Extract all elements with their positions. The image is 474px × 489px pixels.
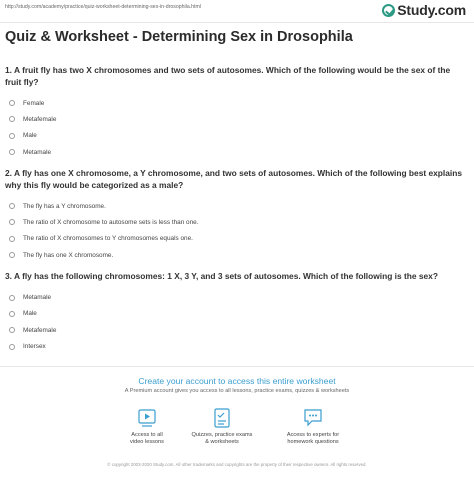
radio-button[interactable]: [9, 295, 15, 301]
feature-label: Access to all video lessons: [130, 432, 164, 445]
answer-label: The fly has one X chromosome.: [23, 251, 114, 259]
expert-icon: [302, 407, 324, 429]
cta-divider: [0, 366, 474, 367]
answer-option[interactable]: [5, 144, 467, 160]
answer-label: Metamale: [23, 148, 52, 156]
answer-option[interactable]: [5, 322, 467, 338]
answer-label: Metamale: [23, 294, 52, 302]
question-1: [5, 65, 467, 160]
study-logo-icon: [382, 4, 395, 17]
question-3: [5, 271, 467, 355]
answer-option[interactable]: [5, 290, 467, 306]
answer-option[interactable]: [5, 214, 467, 230]
answer-label: Male: [23, 132, 37, 140]
page-url: http://study.com/academy/practice/quiz-worksheet-determining-sex-in-drosophila.html: [5, 4, 201, 10]
answer-option[interactable]: [5, 128, 467, 144]
feature-label: Quizzes, practice exams & worksheets: [191, 432, 253, 445]
feature-quizzes: [172, 407, 272, 446]
answer-label: Metafemale: [23, 326, 57, 334]
study-logo-text: Study.com: [397, 2, 466, 18]
study-logo[interactable]: [382, 2, 466, 18]
answer-label: Intersex: [23, 343, 46, 351]
question-text: 2. A fly has one X chromosome, a Y chromosome, and two sets of autosomes. Which of the following best explains why this fly would be categorized as a male?: [5, 168, 462, 190]
answer-options: [5, 290, 467, 355]
radio-button[interactable]: [9, 203, 15, 209]
answer-option[interactable]: [5, 338, 467, 354]
answer-option[interactable]: [5, 247, 467, 263]
question-2: [5, 168, 467, 263]
radio-button[interactable]: [9, 236, 15, 242]
quiz-icon: [211, 407, 233, 429]
radio-button[interactable]: [9, 252, 15, 258]
answer-label: The fly has a Y chromosome.: [23, 202, 106, 210]
answer-label: Metafemale: [23, 115, 57, 123]
cta-title-link[interactable]: Create your account to access this entire worksheet: [138, 376, 336, 386]
answer-label: Female: [23, 99, 45, 107]
radio-button[interactable]: [9, 219, 15, 225]
answer-options: [5, 198, 467, 263]
answer-option[interactable]: [5, 231, 467, 247]
answer-label: Male: [23, 310, 37, 318]
feature-label: Access to experts for homework questions: [286, 432, 340, 445]
feature-experts: [263, 407, 363, 446]
page-title: Quiz & Worksheet - Determining Sex in Drosophila: [5, 29, 353, 45]
radio-button[interactable]: [9, 133, 15, 139]
radio-button[interactable]: [9, 311, 15, 317]
copyright-footer: © copyright 2003-2020 Study.com. All other trademarks and copyrights are the property of their respective owners. All rights reserved.: [107, 462, 367, 467]
cta-subtitle: A Premium account gives you access to all lessons, practice exams, quizzes & worksheets: [124, 388, 350, 394]
answer-options: [5, 95, 467, 160]
radio-button[interactable]: [9, 100, 15, 106]
answer-option[interactable]: [5, 111, 467, 127]
question-text: 1. A fruit fly has two X chromosomes and two sets of autosomes. Which of the following would be the sex of the fruit fly?: [5, 65, 451, 87]
radio-button[interactable]: [9, 327, 15, 333]
answer-option[interactable]: [5, 198, 467, 214]
page-header: [0, 0, 474, 22]
answer-label: The ratio of X chromosome to autosome sets is less than one.: [23, 218, 199, 226]
answer-option[interactable]: [5, 306, 467, 322]
video-icon: [136, 407, 158, 429]
answer-option[interactable]: [5, 95, 467, 111]
radio-button[interactable]: [9, 344, 15, 350]
header-divider: [0, 22, 474, 23]
answer-label: The ratio of X chromosomes to Y chromosomes equals one.: [23, 235, 193, 243]
radio-button[interactable]: [9, 149, 15, 155]
question-text: 3. A fly has the following chromosomes: 1 X, 3 Y, and 3 sets of autosomes. Which of the following is the sex?: [5, 271, 438, 281]
radio-button[interactable]: [9, 116, 15, 122]
